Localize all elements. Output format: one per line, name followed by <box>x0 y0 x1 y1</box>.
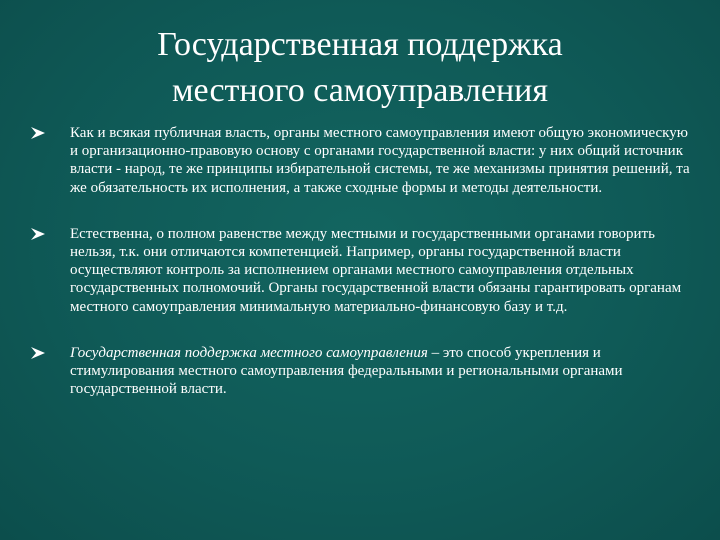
arrow-bullet-icon <box>30 126 46 140</box>
bullet-term: Государственная поддержка местного самоуправления <box>70 344 428 361</box>
bullet-list <box>30 124 690 398</box>
bullet-text: Как и всякая публичная власть, органы местного самоуправления имеют общую экономическую и организационно-правовую основу с органами государственной власти: у них общий источник власти - народ, те же принципы избирательной системы, те же механизмы принятия решений, та же обязательность их исполнения, а также сходные формы и методы деятельности. <box>70 125 690 196</box>
bullet-text: – это способ укрепления и стимулирования местного самоуправления федеральными и региональными органами государственной власти. <box>70 344 623 398</box>
slide-title <box>60 22 660 114</box>
bullet-item <box>30 225 690 316</box>
title-line-1: Государственная поддержка <box>157 26 563 63</box>
arrow-bullet-icon <box>30 227 46 241</box>
bullet-item <box>30 344 690 399</box>
title-line-2: местного самоуправления <box>172 72 548 109</box>
bullet-item <box>30 124 690 197</box>
bullet-text: Естественна, о полном равенстве между местными и государственными органами говорить нельзя, т.к. они отличаются компетенцией. Например, органы государственной власти осуществляют контроль за исполнением органами местного самоуправления отдельных государственных полномочий. Органы государственной власти обязаны гарантировать органам местного самоуправления минимальную материально-финансовую базу и т.д. <box>70 225 682 315</box>
arrow-bullet-icon <box>30 346 46 360</box>
